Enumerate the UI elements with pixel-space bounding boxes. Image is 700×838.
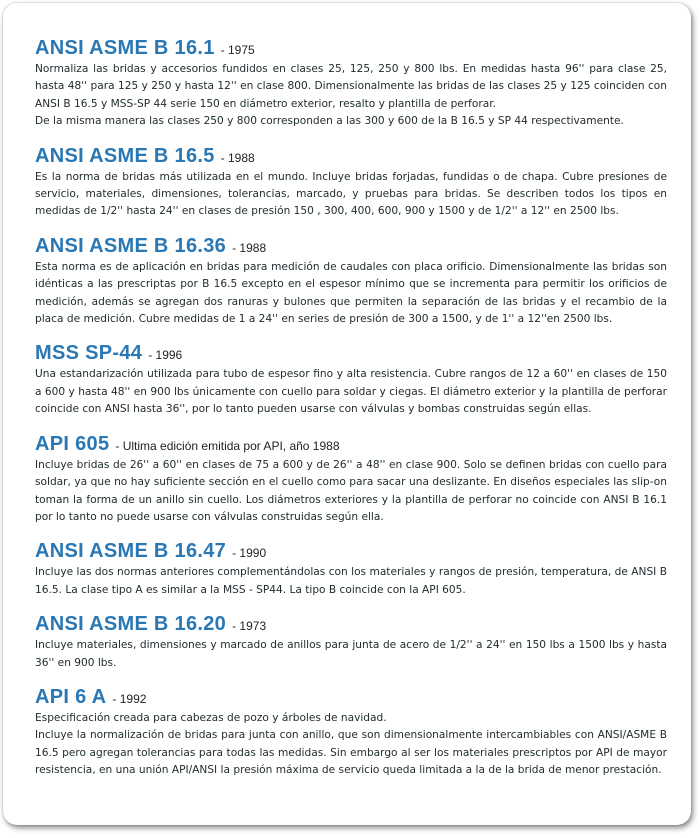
standard-section-b16-36 [35, 235, 667, 329]
standard-description [35, 169, 667, 221]
paragraph: Incluye las dos normas anteriores complementándolas con los materiales y rangos de presión, temperatura, de ANSI B 16.5. La clase tipo A es similar a la MSS - SP44. La tipo B coincide con la API 605. [35, 566, 667, 596]
standard-title: ANSI ASME B 16.5 [35, 144, 215, 167]
standard-year: - 1992 [112, 691, 147, 706]
standard-description [35, 366, 667, 418]
standard-heading [35, 37, 667, 61]
standard-year: - 1988 [232, 240, 267, 255]
standards-panel [3, 3, 691, 825]
standard-title: API 605 [35, 432, 110, 455]
standard-heading [35, 540, 667, 564]
standard-description [35, 637, 667, 672]
standard-year: - 1996 [148, 348, 183, 363]
standard-section-b16-20 [35, 613, 667, 672]
standard-heading [35, 686, 667, 710]
standard-title: ANSI ASME B 16.47 [35, 540, 227, 563]
standard-year: - Ultima edición emitida por API, año 1988 [115, 438, 340, 453]
standard-heading [35, 613, 667, 637]
paragraph: Incluye materiales, dimensiones y marcado de anillos para junta de acero de 1/2'' a 24'' en 150 lbs a 1500 lbs y hasta 36'' en 900 lbs. [35, 639, 667, 669]
standard-section-b16-47 [35, 540, 667, 599]
paragraph: Incluye bridas de 26'' a 60'' en clases de 75 a 600 y de 26'' a 48'' en clase 900. Solo se definen bridas con cuello para soldar, ya que no hay suficiente sección en el cuello como para sacar una deslizante. En diseños especiales las slip-on toman la forma de un anillo sin cuello. Los diámetros exteriores y la plantilla de perforar no coincide con ANSI B 16.1 por lo tanto no puede usarse con válvulas construidas según ella. [35, 458, 667, 523]
paragraph: Esta norma es de aplicación en bridas para medición de caudales con placa orificio. Dimensionalmente las bridas son idénticas a las prescriptas por B 16.5 excepto en el espesor mínimo que se incrementa para permitir los orificios de medición, además se agregan dos ranuras y bulones que permiten la separación de las bridas y el recambio de la placa de medición. Cubre medidas de 1 a 24'' en series de presión de 300 a 1500, y de 1'' a 12''en 2500 lbs. [35, 260, 667, 326]
standard-year: - 1990 [232, 546, 267, 561]
standard-year: - 1975 [220, 43, 255, 57]
standard-title: API 6 A [35, 685, 107, 708]
standard-heading [35, 433, 667, 457]
paragraph: Normaliza las bridas y accesorios fundidos en clases 25, 125, 250 y 800 lbs. En medidas hasta 96'' para clase 25, hasta 48'' para 125 y 250 y hasta 12'' en clase 800. Dimensionalmente las bridas de las clases 25 y 125 coinciden con ANSI B 16.5 y MSS-SP 44 serie 150 en diámetro exterior, resalto y plantilla de perforar. [35, 63, 667, 110]
standard-description [35, 457, 667, 527]
standard-heading [35, 342, 667, 366]
standard-heading [35, 235, 667, 259]
standard-title: MSS SP-44 [35, 342, 143, 365]
standard-title: ANSI ASME B 16.20 [35, 613, 227, 636]
standard-section-mss-sp44 [35, 342, 667, 418]
standard-year: - 1988 [220, 150, 255, 165]
standard-section-b16-1 [35, 37, 667, 131]
paragraph: Es la norma de bridas más utilizada en el mundo. Incluye bridas forjadas, fundidas o de chapa. Cubre presiones de servicio, materiales, dimensiones, tolerancias, marcado, y pruebas para bridas. Se describen todos los tipos en medidas de 1/2'' hasta 24'' en clases de presión 150 , 300, 400, 600, 900 y 1500 y de 1/2'' a 12'' en 2500 lbs. [35, 170, 667, 218]
standard-description [35, 61, 667, 131]
standard-title: ANSI ASME B 16.1 [35, 37, 215, 59]
paragraph: Una estandarización utilizada para tubo de espesor fino y alta resistencia. Cubre rangos de 12 a 60'' en clases de 150 a 600 y hasta 48'' en 900 lbs únicamente con cuello para soldar y ciegas. El diámetro exterior y la plantilla de perforar coincide con ANSI hasta 36'', por lo tanto pueden usarse con válvulas y bombas construidas según ellas. [35, 368, 667, 416]
standard-description [35, 564, 667, 599]
standard-section-api-605 [35, 433, 667, 527]
standard-heading [35, 145, 667, 169]
paragraph: Incluye la normalización de bridas para junta con anillo, que son dimensionalmente intercambiables con ANSI/ASME B 16.5 pero agregan tolerancias para todas las medidas. Sin embargo al ser los materiales prescriptos por API de mayor resistencia, en una unión API/ANSI la presión máxima de servicio queda limitada a la de la brida de menor prestación. [35, 729, 667, 777]
standard-description [35, 259, 667, 329]
paragraph: Especificación creada para cabezas de pozo y árboles de navidad. [35, 711, 387, 724]
standard-section-api-6a [35, 686, 667, 780]
paragraph: De la misma manera las clases 250 y 800 corresponden a las 300 y 600 de la B 16.5 y SP 44 respectivamente. [35, 115, 624, 128]
standard-year: - 1973 [232, 619, 267, 634]
standard-title: ANSI ASME B 16.36 [35, 234, 227, 257]
standard-section-b16-5 [35, 145, 667, 221]
standard-description [35, 710, 667, 780]
